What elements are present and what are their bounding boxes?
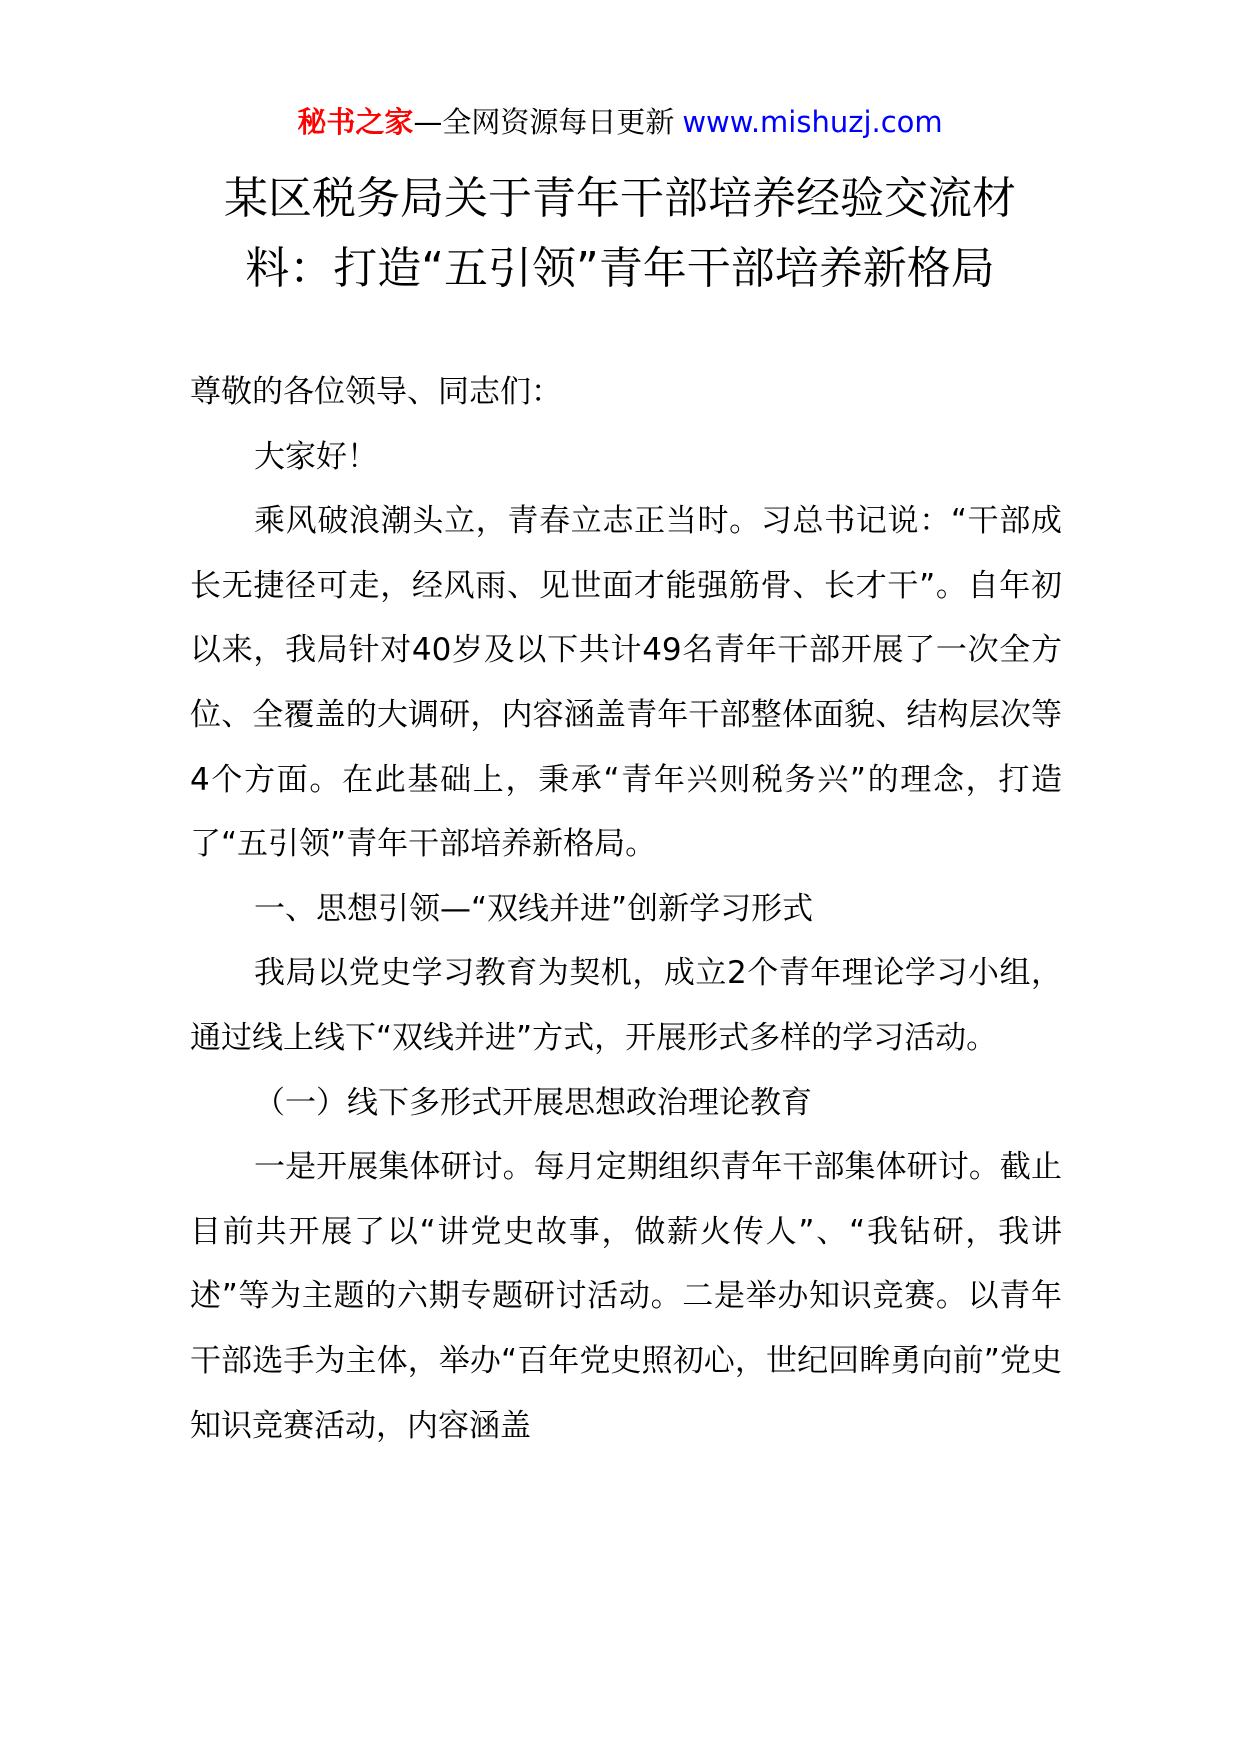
section-heading-1: 一、思想引领—“双线并进”创新学习形式 (254, 890, 814, 927)
section-paragraph-1: 我局以党史学习教育为契机，成立2个青年理论学习小组，通过线上线下“双线并进”方式，开展形式多样的学习活动。 (190, 955, 1062, 1056)
watermark-url-link[interactable]: www.mishuzj.com (682, 105, 943, 139)
greeting: 大家好！ (254, 438, 378, 475)
subsection-paragraph-1: 一是开展集体研讨。每月定期组织青年干部集体研讨。截止目前共开展了以“讲党史故事，做薪火传人”、“我钻研，我讲述”等为主题的六期专题研讨活动。二是举办知识竞赛。以青年干部选手为主体，举办“百年党史照初心，世纪回眸勇向前”党史知识竞赛活动，内容涵盖 (190, 1149, 1062, 1444)
document-title (190, 164, 1050, 304)
subsection-heading-1: （一）线下多形式开展思想政治理论教育 (254, 1084, 812, 1121)
site-watermark-header (0, 102, 1240, 142)
document-title-line-2: 料：打造“五引领”青年干部培养新格局 (245, 243, 995, 294)
watermark-slogan: —全网资源每日更新 (413, 105, 675, 139)
document-title-line-1: 某区税务局关于青年干部培养经验交流材 (224, 173, 1016, 224)
intro-paragraph: 乘风破浪潮头立，青春立志正当时。习总书记说：“干部成长无捷径可走，经风雨、见世面才能强筋骨、长才干”。自年初以来，我局针对40岁及以下共计49名青年干部开展了一次全方位、全覆盖的大调研，内容涵盖青年干部整体面貌、结构层次等4个方面。在此基础上，秉承“青年兴则税务兴”的理念，打造了“五引领”青年干部培养新格局。 (190, 503, 1062, 863)
document-body (190, 360, 1062, 1458)
salutation: 尊敬的各位领导、同志们： (190, 374, 562, 410)
watermark-brand: 秘书之家 (297, 105, 414, 139)
